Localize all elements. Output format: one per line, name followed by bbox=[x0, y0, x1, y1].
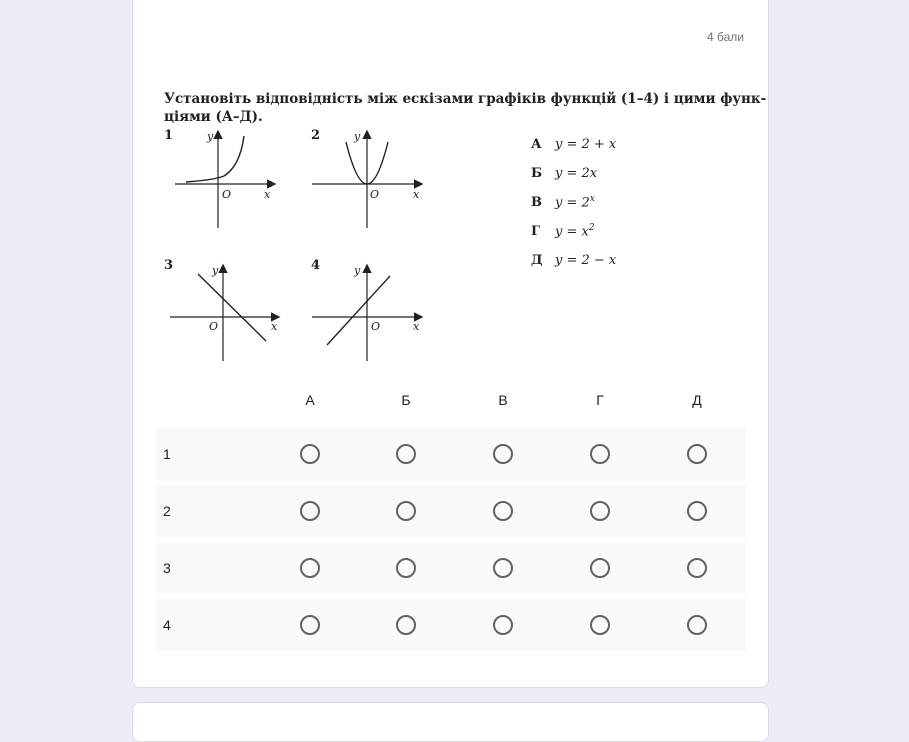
column-header: А bbox=[305, 392, 315, 408]
graph-3-sketch bbox=[170, 262, 282, 362]
graph-1-number: 1 bbox=[164, 128, 174, 143]
function-options bbox=[531, 130, 616, 275]
option-letter: В bbox=[531, 195, 542, 210]
y-label: y bbox=[207, 130, 214, 143]
option-row bbox=[531, 217, 616, 246]
formula-exponent: x bbox=[589, 194, 595, 205]
formula-exponent: 2 bbox=[588, 223, 595, 234]
grid-row bbox=[156, 428, 746, 480]
radio-button[interactable] bbox=[687, 615, 707, 635]
option-row bbox=[531, 246, 616, 275]
column-header: Г bbox=[596, 392, 604, 408]
radio-button[interactable] bbox=[300, 615, 320, 635]
row-label: 1 bbox=[163, 446, 171, 462]
radio-button[interactable] bbox=[493, 615, 513, 635]
radio-button[interactable] bbox=[300, 444, 320, 464]
option-letter: Д bbox=[531, 253, 543, 268]
origin-label: O bbox=[209, 320, 219, 333]
column-header: Б bbox=[401, 392, 411, 408]
row-label: 2 bbox=[163, 503, 171, 519]
option-row bbox=[531, 130, 616, 159]
graph-2-sketch bbox=[312, 128, 424, 230]
radio-button[interactable] bbox=[396, 444, 416, 464]
question-line-2: ціями (А–Д). bbox=[164, 109, 263, 125]
next-question-card bbox=[132, 702, 769, 742]
graph-4-number: 4 bbox=[311, 258, 321, 273]
radio-button[interactable] bbox=[493, 501, 513, 521]
radio-button[interactable] bbox=[493, 558, 513, 578]
formula-base: y = 2x bbox=[555, 166, 598, 181]
origin-label: O bbox=[371, 320, 381, 333]
row-label: 4 bbox=[163, 617, 171, 633]
radio-button[interactable] bbox=[687, 444, 707, 464]
grid-row bbox=[156, 599, 746, 651]
option-letter: А bbox=[531, 137, 542, 152]
row-label: 3 bbox=[163, 560, 171, 576]
x-label: x bbox=[264, 188, 271, 201]
formula-base: y = x bbox=[555, 224, 589, 240]
option-row bbox=[531, 159, 616, 188]
graph-1-sketch bbox=[170, 128, 280, 230]
radio-button[interactable] bbox=[590, 444, 610, 464]
curve bbox=[327, 276, 390, 345]
grid-header bbox=[156, 392, 746, 414]
x-label: x bbox=[413, 320, 420, 333]
y-label: y bbox=[354, 264, 361, 277]
formula-base: y = 2 − x bbox=[555, 253, 617, 268]
origin-label: O bbox=[370, 188, 380, 201]
points-label: 4 бали bbox=[707, 30, 744, 44]
column-header: В bbox=[498, 392, 508, 408]
graph-4-sketch bbox=[312, 262, 424, 362]
radio-button[interactable] bbox=[396, 501, 416, 521]
curve bbox=[186, 136, 244, 182]
option-formula bbox=[555, 137, 616, 152]
radio-button[interactable] bbox=[396, 615, 416, 635]
option-letter: Г bbox=[531, 224, 540, 239]
radio-button[interactable] bbox=[300, 558, 320, 578]
option-formula bbox=[555, 166, 597, 181]
option-formula bbox=[555, 253, 616, 268]
graph-2-number: 2 bbox=[311, 128, 321, 143]
y-label: y bbox=[354, 130, 361, 143]
radio-button[interactable] bbox=[687, 558, 707, 578]
question-text bbox=[164, 90, 767, 126]
radio-button[interactable] bbox=[396, 558, 416, 578]
question-line-1: Установіть відповідність між ескізами графіків функцій (1–4) і цими функ- bbox=[164, 91, 767, 107]
x-label: x bbox=[413, 188, 420, 201]
radio-button[interactable] bbox=[300, 501, 320, 521]
y-label: y bbox=[212, 264, 219, 277]
formula-base: y = 2 bbox=[555, 195, 590, 211]
option-row bbox=[531, 188, 616, 217]
formula-base: y = 2 + x bbox=[555, 137, 617, 152]
x-label: x bbox=[271, 320, 278, 333]
origin-label: O bbox=[222, 188, 232, 201]
option-formula bbox=[555, 223, 595, 239]
radio-button[interactable] bbox=[493, 444, 513, 464]
radio-button[interactable] bbox=[590, 615, 610, 635]
grid-row bbox=[156, 542, 746, 594]
option-letter: Б bbox=[531, 166, 543, 181]
column-header: Д bbox=[692, 392, 702, 408]
option-formula bbox=[555, 194, 595, 210]
grid-row bbox=[156, 485, 746, 537]
radio-button[interactable] bbox=[590, 558, 610, 578]
radio-button[interactable] bbox=[687, 501, 707, 521]
graph-3-number: 3 bbox=[164, 258, 174, 273]
radio-button[interactable] bbox=[590, 501, 610, 521]
